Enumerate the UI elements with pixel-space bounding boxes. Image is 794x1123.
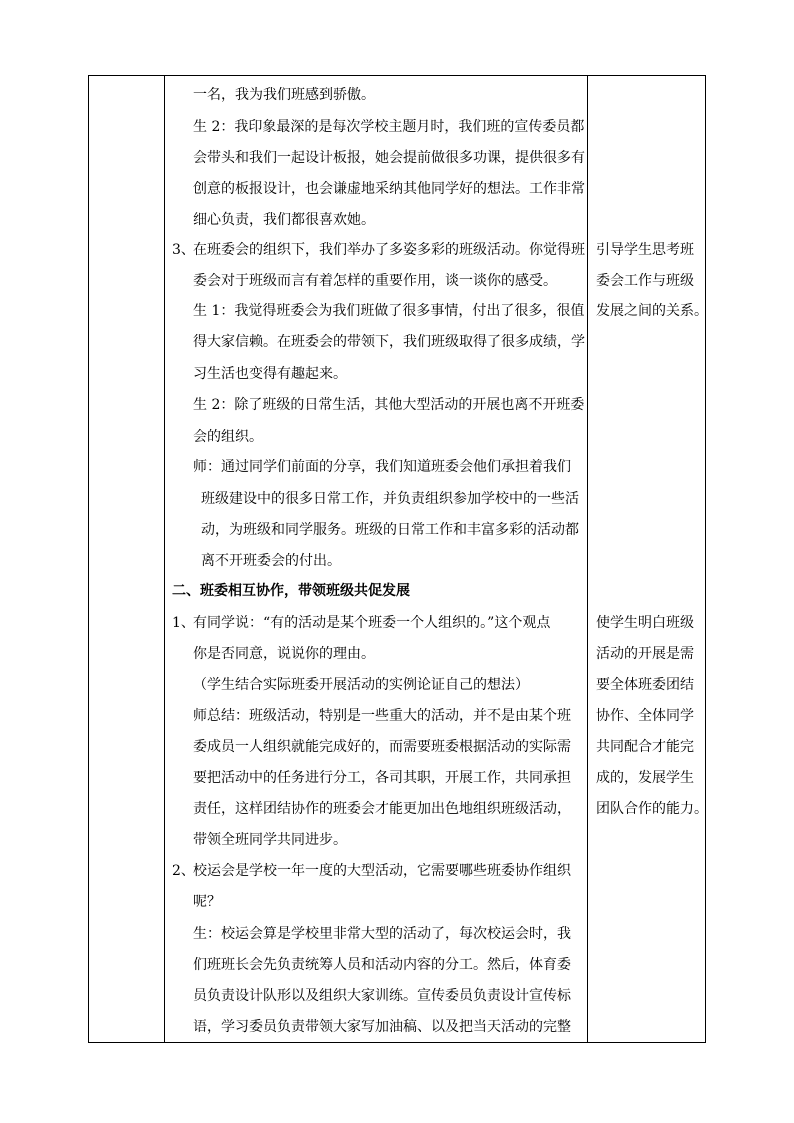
item-number: 2、 — [172, 863, 195, 879]
note-line: 要全体班委团结 — [596, 677, 694, 693]
column-divider-left — [164, 76, 165, 1042]
text-line: 责任，这样团结协作的班委会才能更加出色地组织班级活动， — [193, 801, 571, 817]
text-line: 生 2：除了班级的日常生活，其他大型活动的开展也离不开班委 — [193, 397, 585, 413]
item-number: 3、 — [172, 242, 195, 258]
text-line: 有同学说：“有的活动是某个班委一个人组织的。”这个观点 — [193, 615, 551, 631]
text-line: 会带头和我们一起设计板报，她会提前做很多功课，提供很多有 — [193, 150, 585, 166]
text-line: 得大家信赖。在班委会的带领下，我们班级取得了很多成绩，学 — [193, 334, 585, 350]
text-line: 师：通过同学们前面的分享，我们知道班委会他们承担着我们 — [193, 459, 571, 475]
note-line: 委会工作与班级 — [596, 273, 694, 289]
text-line: 班级建设中的很多日常工作，并负责组织参加学校中的一些活 — [201, 491, 579, 507]
text-line: 会的组织。 — [193, 429, 263, 445]
text-line: 生：校运会算是学校里非常大型的活动了，每次校运会时，我 — [193, 926, 571, 942]
section-heading: 二、班委相互协作，带领班级共促发展 — [172, 583, 410, 599]
note-line: 共同配合才能完 — [596, 739, 694, 755]
text-line: 校运会是学校一年一度的大型活动，它需要哪些班委协作组织 — [193, 863, 571, 879]
text-line: 在班委会的组织下，我们举办了多姿多彩的班级活动。你觉得班 — [193, 242, 585, 258]
text-line: 一名，我为我们班感到骄傲。 — [193, 87, 375, 103]
text-line: 师总结：班级活动，特别是一些重大的活动，并不是由某个班 — [193, 708, 571, 724]
note-line: 成的，发展学生 — [596, 770, 694, 786]
text-line: 委成员一人组织就能完成好的，而需要班委根据活动的实际需 — [193, 739, 571, 755]
note-line: 发展之间的关系。 — [596, 303, 708, 319]
text-line: 习生活也变得有趣起来。 — [193, 366, 347, 382]
text-line: 动，为班级和同学服务。班级的日常工作和丰富多彩的活动都 — [201, 522, 579, 538]
note-line: 使学生明白班级 — [596, 615, 694, 631]
text-line: 创意的板报设计，也会谦虚地采纳其他同学好的想法。工作非常 — [193, 181, 585, 197]
text-line: 要把活动中的任务进行分工，各司其职，开展工作，共同承担 — [193, 770, 571, 786]
text-line: 生 2：我印象最深的是每次学校主题月时，我们班的宣传委员都 — [193, 119, 585, 135]
text-line: 细心负责，我们都很喜欢她。 — [193, 212, 375, 228]
column-divider-right — [587, 76, 588, 1042]
text-line: 员负责设计队形以及组织大家训练。宣传委员负责设计宣传标 — [193, 988, 571, 1004]
text-line: 们班班长会先负责统筹人员和活动内容的分工。然后，体育委 — [193, 957, 571, 973]
lesson-table — [88, 75, 706, 1043]
note-line: 协作、全体同学 — [596, 708, 694, 724]
text-line: （学生结合实际班委开展活动的实例论证自己的想法） — [193, 677, 529, 693]
text-line: 呢？ — [193, 894, 221, 910]
item-number: 1、 — [172, 615, 195, 631]
text-line: 生 1：我觉得班委会为我们班做了很多事情，付出了很多，很值 — [193, 303, 585, 319]
text-line: 委会对于班级而言有着怎样的重要作用，谈一谈你的感受。 — [193, 273, 557, 289]
note-line: 活动的开展是需 — [596, 646, 694, 662]
note-line: 引导学生思考班 — [596, 242, 694, 258]
text-line: 离不开班委会的付出。 — [201, 553, 341, 569]
text-line: 你是否同意，说说你的理由。 — [193, 646, 375, 662]
note-line: 团队合作的能力。 — [596, 801, 708, 817]
text-line: 带领全班同学共同进步。 — [193, 832, 347, 848]
text-line: 语，学习委员负责带领大家写加油稿、以及把当天活动的完整 — [193, 1019, 571, 1035]
